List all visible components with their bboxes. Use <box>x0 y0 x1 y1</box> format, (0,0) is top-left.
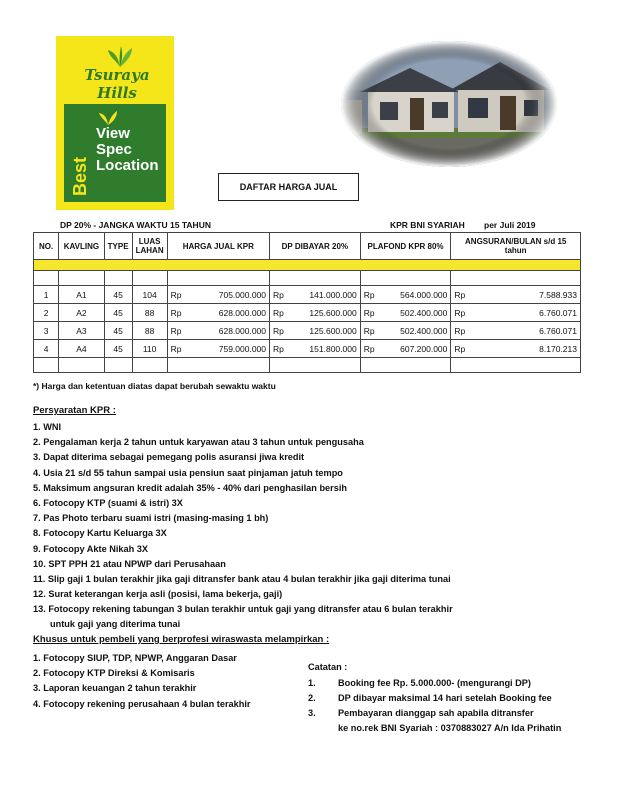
list-item: 1. WNI <box>33 422 62 432</box>
list-item: 2. Fotocopy KTP Direksi & Komisaris <box>33 668 195 679</box>
table-row: 2 A2 45 88 Rp 628.000.000 Rp 125.600.000 Rp 502.400.000 Rp 6.760.071 <box>34 304 581 322</box>
column-header: HARGA JUAL KPR <box>167 233 269 260</box>
wiraswasta-list <box>33 651 251 712</box>
list-item: 4. Fotocopy rekening perusahaan 4 bulan terakhir <box>33 698 251 709</box>
table-row: 4 A4 45 110 Rp 759.000.000 Rp 151.800.000 Rp 607.200.000 Rp 8.170.213 <box>34 340 581 358</box>
logo-word: View <box>96 125 130 142</box>
leaf-icon <box>98 110 118 126</box>
wiraswasta-title: Khusus untuk pembeli yang berprofesi wiraswasta melampirkan : <box>33 634 330 645</box>
requirements-title: Persyaratan KPR : <box>33 405 116 416</box>
list-item: 5. Maksimum angsuran kredit adalah 35% - 40% dari penghasilan bersih <box>33 482 348 493</box>
dp-terms: DP 20% - JANGKA WAKTU 15 TAHUN <box>60 220 211 230</box>
leaf-icon <box>106 46 134 68</box>
list-item: 13. Fotocopy rekening tabungan 3 bulan terakhir untuk gaji yang ditransfer atau 6 bulan terakhir <box>33 604 453 615</box>
list-item: 9. Fotocopy Akte Nikah 3X <box>33 543 149 554</box>
list-item: 10. SPT PPH 21 atau NPWP dari Perusahaan <box>33 558 226 569</box>
list-item: 7. Pas Photo terbaru suami istri (masing-masing 1 bh) <box>33 513 269 524</box>
list-item: 3. Dapat diterima sebagai pemegang polis asuransi jiwa kredit <box>33 452 305 463</box>
price-table <box>33 232 581 373</box>
table-row: 3 A3 45 88 Rp 628.000.000 Rp 125.600.000 Rp 502.400.000 Rp 6.760.071 <box>34 322 581 340</box>
list-item: 8. Fotocopy Kartu Keluarga 3X <box>33 528 167 539</box>
column-header: NO. <box>34 233 59 260</box>
spacer-row <box>34 358 581 373</box>
column-header: LUAS LAHAN <box>132 233 167 260</box>
requirements-list <box>33 420 593 633</box>
list-item: 4. Usia 21 s/d 55 tahun sampai usia pensiun saat pinjaman jatuh tempo <box>33 467 343 478</box>
logo-word: Spec <box>96 141 132 158</box>
column-header: PLAFOND KPR 80% <box>360 233 451 260</box>
list-item-continuation: ke no.rek BNI Syariah : 0370883027 A/n Ida Prihatin <box>338 723 562 733</box>
list-item: 2. DP dibayar maksimal 14 hari setelah Booking fee <box>308 693 552 703</box>
list-item: 11. Slip gaji 1 bulan terakhir jika gaji ditransfer bank atau 4 bulan terakhir jika gaji diterima tunai <box>33 573 451 584</box>
table-row: 1 A1 45 104 Rp 705.000.000 Rp 141.000.000 Rp 564.000.000 Rp 7.588.933 <box>34 286 581 304</box>
logo-tagline <box>96 126 168 174</box>
price-note: *) Harga dan ketentuan diatas dapat berubah sewaktu waktu <box>33 381 276 391</box>
list-item: 3. Pembayaran dianggap sah apabila ditransfer <box>308 708 534 718</box>
logo-word: Location <box>96 157 159 174</box>
column-header: DP DIBAYAR 20% <box>270 233 361 260</box>
list-item: 2. Pengalaman kerja 2 tahun untuk karyawan atau 3 tahun untuk pengusaha <box>33 437 364 448</box>
list-item: 1. Fotocopy SIUP, TDP, NPWP, Anggaran Dasar <box>33 653 237 663</box>
notes-list <box>308 676 561 736</box>
logo-name: Tsuraya Hills <box>84 66 150 102</box>
column-header: ANGSURAN/BULAN s/d 15 tahun <box>451 233 581 260</box>
table-header <box>34 233 581 260</box>
list-item: 3. Laporan keuangan 2 tahun terakhir <box>33 683 197 694</box>
highlight-row <box>34 260 581 271</box>
list-item: 1. Booking fee Rp. 5.000.000- (mengurangi DP) <box>308 678 531 688</box>
list-item: 6. Fotocopy KTP (suami & istri) 3X <box>33 497 183 508</box>
bank-name: KPR BNI SYARIAH <box>390 220 465 230</box>
column-header: TYPE <box>104 233 132 260</box>
notes-title: Catatan : <box>308 662 348 672</box>
page-title: DAFTAR HARGA JUAL <box>218 173 359 201</box>
house-photo <box>340 40 558 168</box>
list-item: 12. Surat keterangan kerja asli (posisi, lama bekerja, gaji) <box>33 589 283 600</box>
logo-best: Best <box>70 156 90 196</box>
list-item-continuation: untuk gaji yang diterima tunai <box>50 619 181 630</box>
period: per Juli 2019 <box>484 220 536 230</box>
spacer-row <box>34 271 581 286</box>
column-header: KAVLING <box>59 233 104 260</box>
